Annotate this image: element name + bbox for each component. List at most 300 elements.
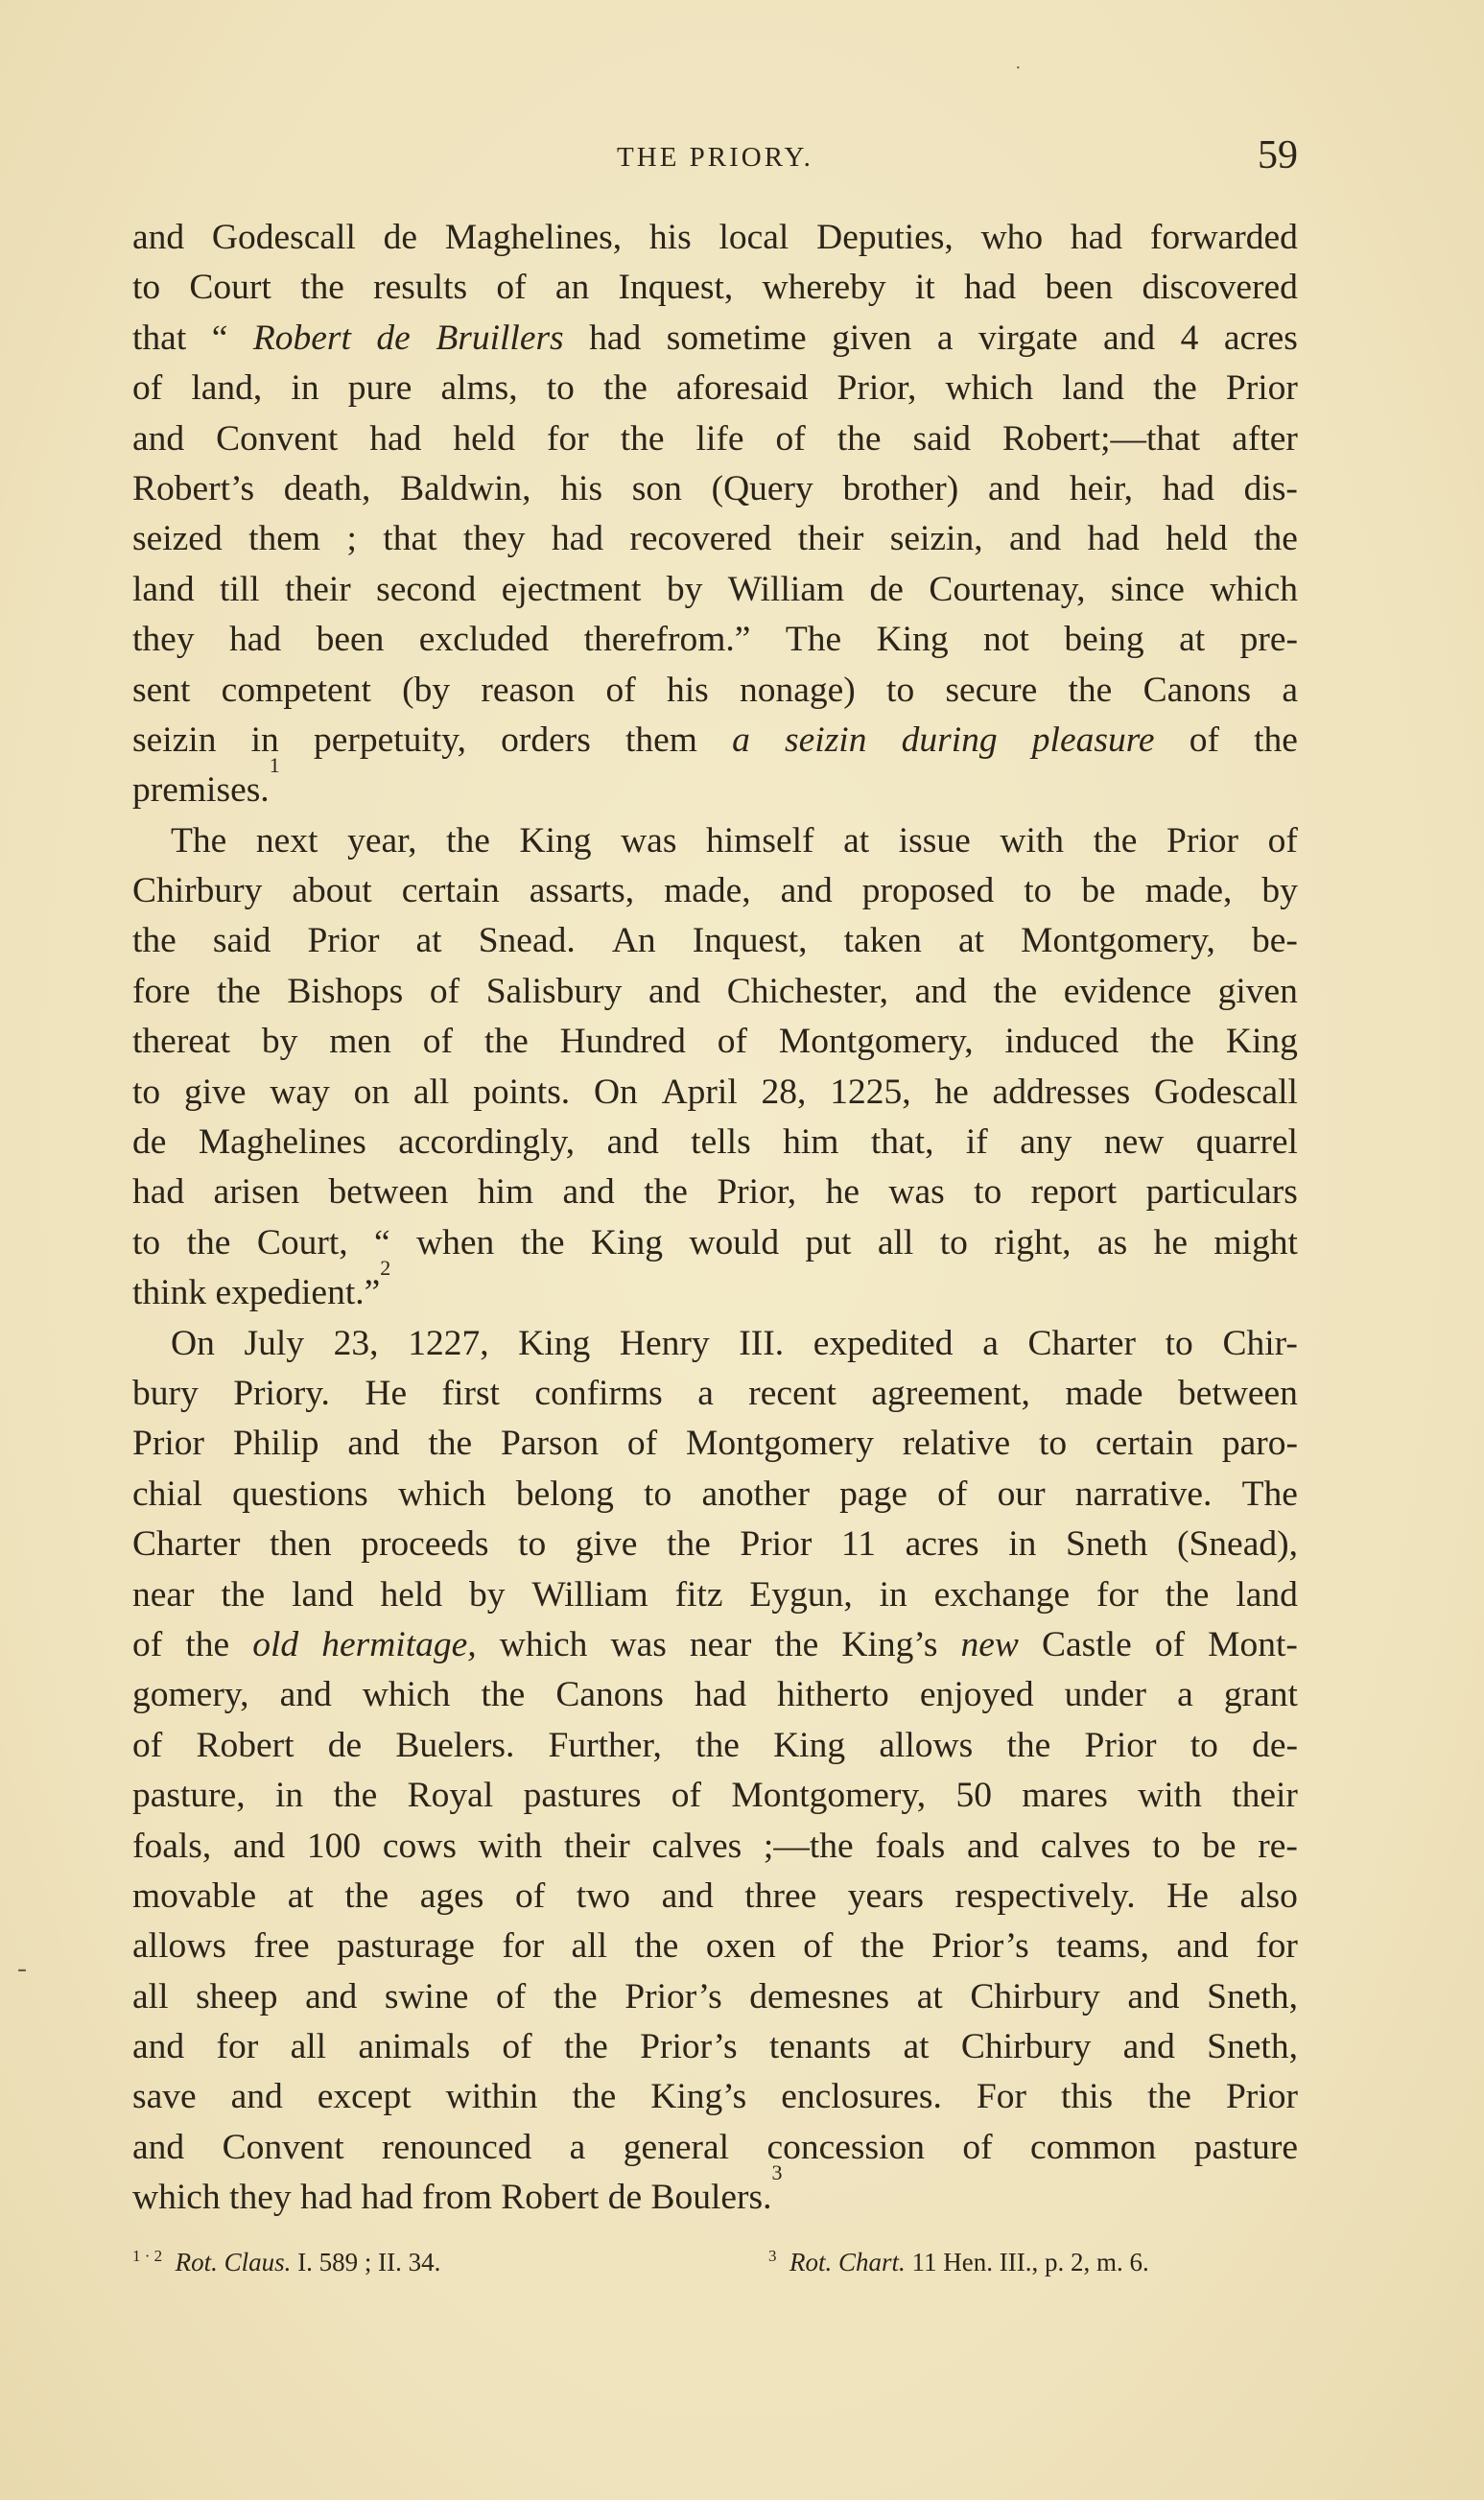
word: William [531,1574,648,1615]
word: to [974,1172,1002,1213]
word: the [603,368,648,409]
word: and [230,2077,283,2117]
word: Canons [555,1675,664,1715]
word: King [1225,1022,1298,1062]
word: concession [766,2127,925,2167]
word: to [132,1072,161,1112]
word: Prior’s [624,1976,722,2017]
word: and [914,971,967,1011]
word: Sneth, [1207,1976,1298,2017]
word: to [1165,1323,1193,1363]
word: to [1038,1424,1068,1464]
word: to [1152,1826,1181,1866]
text-line [132,2022,1298,2072]
word: the [774,1624,819,1664]
text-line [132,263,1298,313]
word: On [171,1323,215,1363]
word: be [1081,871,1116,911]
word: to [644,1474,672,1514]
word: on [353,1072,390,1112]
word: Court [189,268,271,308]
word: accordingly, [398,1122,576,1163]
word: of [132,368,163,409]
word: Priory. [233,1373,330,1413]
word: the [185,1624,230,1664]
word: land, [191,368,263,409]
word: under [1064,1675,1147,1715]
word: grant [1223,1675,1298,1715]
word: Chichester, [726,971,888,1011]
word: (by [402,670,451,710]
word: be [1202,1826,1237,1866]
word: Eygun, [749,1574,853,1615]
word: tells [691,1122,751,1163]
footnote-ref: 2 [380,1256,391,1281]
word: at [916,1976,943,2017]
word: their [285,569,351,609]
word: held [453,418,515,459]
word: the [520,1222,565,1262]
line-text: premises. [132,770,270,811]
word: and [661,1875,714,1916]
line-text: think expedient.” [132,1273,381,1313]
word: fore [132,971,191,1011]
word: at [415,921,442,961]
word: He [1166,1875,1209,1916]
word: which [362,1675,451,1715]
word: pastures [523,1776,642,1816]
word: give [183,1072,247,1112]
word: they [462,519,526,559]
word: at [1179,620,1206,660]
word: the [428,1424,473,1464]
word: Sneth, [1207,2027,1298,2067]
word: pasture, [132,1776,246,1816]
word: in [879,1574,907,1615]
word: pleasure [1031,719,1155,760]
word: Godescall [211,218,356,257]
word: a [569,2127,586,2167]
word: the [563,2027,608,2067]
word: An [611,921,656,961]
word: of [132,1725,163,1765]
word: his [648,218,692,257]
word: since [1110,569,1185,609]
word: de [132,1122,167,1163]
word: Chirbury [132,871,263,911]
word: made [1065,1373,1143,1413]
text-line [132,1822,1298,1872]
word: as [1096,1222,1128,1262]
word: that, [870,1122,934,1163]
word: free [253,1926,310,1967]
word: men [329,1022,391,1062]
word: whereby [762,268,886,308]
word: in [250,719,279,760]
word: Robert [196,1725,294,1765]
word: Prior [132,1424,204,1464]
word: the [1165,1574,1210,1615]
word: the [836,418,882,459]
word: Prior’s [931,1926,1029,1967]
word: for [546,418,589,459]
word: the [644,1172,688,1213]
running-head: THE PRIORY. [617,142,813,173]
word: movable [132,1875,257,1916]
text-line [132,967,1298,1017]
word: particulars [1145,1172,1298,1213]
text-line [132,1167,1298,1217]
word: to [132,1222,161,1262]
word: when [416,1222,495,1262]
word: fitz [674,1574,723,1615]
word: by [261,1022,298,1062]
word: discovered [1142,268,1298,308]
page-number: 59 [1258,133,1298,177]
word: paro- [1221,1424,1298,1464]
word: King’s [650,2077,747,2117]
word: Montgomery, [778,1022,974,1062]
word: teams, [1056,1926,1150,1967]
word: chial [132,1474,202,1514]
word: at [957,921,985,961]
word: for [502,1926,545,1967]
word: Bishops [287,971,404,1011]
word: that [132,318,187,358]
word: de- [1252,1725,1298,1765]
word: after [1232,418,1298,459]
word: recovered [629,519,772,559]
word: dis- [1243,468,1298,508]
word: the [216,971,261,1011]
word: Royal [407,1776,494,1816]
word: was [610,1624,667,1664]
word: of [671,1776,702,1816]
word: Robert;—that [1002,418,1201,459]
word: a [697,1373,714,1413]
word: had [229,620,282,660]
text-line [132,514,1298,564]
word: Prior [1084,1725,1157,1765]
word: proceeds [361,1524,489,1565]
word: to [546,368,575,409]
text-line [132,716,1298,766]
word: not [983,620,1029,660]
word: On [593,1072,638,1112]
word: Godescall [1154,1072,1298,1112]
word: Maghelines [198,1122,366,1163]
word: the [572,2077,617,2117]
word: and [233,1826,286,1866]
margin-dash-mark: - [17,1952,27,1984]
word: issue [898,820,971,861]
word: of [496,268,527,308]
word: and [132,2027,185,2067]
word: ejectment [501,569,642,609]
word: evidence [1063,971,1191,1011]
word: 11 [840,1524,877,1565]
word: bury [132,1373,199,1413]
word: and [347,1424,400,1464]
word: heir, [1069,468,1134,508]
word: second [376,569,477,609]
word: the [132,921,177,961]
word: Chir- [1222,1323,1298,1363]
word: the [1068,670,1113,710]
word: he [825,1172,860,1213]
word: of [1189,719,1219,760]
word: addresses [992,1072,1131,1112]
word: our [997,1474,1046,1514]
word: the [634,1926,679,1967]
word: King [518,1323,591,1363]
word: to [1024,871,1052,911]
word: of [775,418,806,459]
word: Prior [307,921,380,961]
word: all [412,1072,450,1112]
word: the [1150,1022,1194,1062]
word: de [869,569,904,609]
word: respectively. [954,1875,1136,1916]
word: during [901,719,998,760]
word: three [744,1875,817,1916]
word: held [1166,519,1228,559]
text-line [132,916,1298,966]
word: sheep [196,1976,278,2017]
word: Prior, [836,368,917,409]
word: foals [875,1826,946,1866]
word: them [248,519,321,559]
word: year, [347,820,417,861]
word: enjoyed [919,1675,1034,1715]
word: Prior’s [640,2027,738,2067]
word: proposed [861,871,995,911]
word: Salisbury [485,971,623,1011]
word: near [132,1574,195,1615]
word: King [519,820,592,861]
word: perpetuity, [313,719,466,760]
word: he [1153,1222,1188,1262]
word: April [661,1072,738,1112]
word: belong [515,1474,614,1514]
word: general [623,2127,730,2167]
word: Prior [740,1524,813,1565]
word: said [212,921,271,961]
word: of [605,670,636,710]
word: Bruillers [436,318,564,358]
word: and [1176,1926,1229,1967]
word: all [290,2027,327,2067]
word: Convent [222,2127,344,2167]
word: de [383,218,418,257]
word: Montgomery, [731,1776,927,1816]
word: Buelers. [395,1725,515,1765]
word: then [270,1524,332,1565]
word: William [727,569,845,609]
word: Prior, [717,1172,797,1213]
word: any [1020,1122,1072,1163]
text-line [132,1570,1298,1620]
word: The [1241,1474,1298,1514]
word: acres [1223,318,1298,358]
word: quarrel [1195,1122,1298,1163]
word: and [966,1826,1020,1866]
text-line [132,565,1298,615]
word: 1227, [408,1323,489,1363]
word: pasturage [337,1926,475,1967]
print-speck: · [1015,58,1022,79]
word: and [132,218,185,257]
word: Montgomery [686,1424,874,1464]
word: 50 [955,1776,992,1816]
word: also [1239,1875,1298,1916]
word: all [877,1222,914,1262]
word: and [1102,318,1156,358]
word: Inquest, [618,268,734,308]
word: land [1236,1574,1298,1615]
word: and [1122,2027,1175,2067]
text-line [132,2123,1298,2173]
word: the [333,1776,378,1816]
text-line [132,1922,1298,1971]
word: King [876,620,949,660]
word: and [132,2127,185,2167]
word: of [962,2127,993,2167]
word: an [554,268,590,308]
word: and [648,971,701,1011]
word: to [886,670,915,710]
word: brother) [842,468,959,508]
word: between [328,1172,449,1213]
word: Charter [1027,1323,1136,1363]
word: about [292,871,372,911]
word: new [960,1624,1019,1664]
word: agreement, [871,1373,1030,1413]
word: given [1217,971,1298,1011]
word: Hundred [559,1022,686,1062]
word: aforesaid [675,368,809,409]
word: death, [283,468,371,508]
word: them [624,719,697,760]
word: de [327,1725,363,1765]
word: of [429,971,460,1011]
text-line [132,615,1298,665]
word: with [478,1826,543,1866]
word: gomery, [132,1675,249,1715]
word: acres [905,1524,979,1565]
word: sent [132,670,191,710]
word: had [589,318,642,358]
text-line [132,1017,1298,1067]
word: and [988,468,1041,508]
word: Montgomery, [1021,921,1215,961]
word: their [1232,1776,1298,1816]
word: Charter [132,1524,241,1565]
word: King [773,1725,846,1765]
text-line [132,414,1298,464]
text-line [132,1068,1298,1118]
text-line [132,2072,1298,2122]
word: He [365,1373,408,1413]
word: the [481,1675,526,1715]
word: orders [501,719,591,760]
word: hermitage, [321,1624,477,1664]
word: this [1060,2077,1114,2117]
text-line [132,1419,1298,1469]
word: for [1256,1926,1298,1967]
word: therefrom.” [583,620,751,660]
text-line [132,1872,1298,1922]
word: was [621,820,677,861]
word: page [839,1474,907,1514]
word: land [1062,368,1124,409]
word: land [292,1574,354,1615]
word: points. [473,1072,571,1112]
word: save [132,2077,197,2117]
line-text: which they had had from Robert de Boulers. [132,2178,772,2218]
word: Inquest, [692,921,808,961]
word: son [631,468,682,508]
word: local [718,218,789,257]
word: re- [1258,1826,1298,1866]
word: seized [132,519,223,559]
word: cows [382,1826,457,1866]
word: (Snead), [1176,1524,1298,1565]
word: which [397,1474,486,1514]
word: King’s [841,1624,938,1664]
word: confirms [534,1373,663,1413]
word: by [468,1574,506,1615]
word: arisen [213,1172,300,1213]
word: Prior [1225,368,1298,409]
word: the [666,1524,711,1565]
word: July [244,1323,305,1363]
word: 100 [306,1826,362,1866]
word: near [689,1624,752,1664]
text-line [132,1520,1298,1569]
text-line [132,1470,1298,1520]
text-line [132,1771,1298,1821]
word: the [553,1976,598,2017]
word: of [717,1022,747,1062]
word: given [832,318,912,358]
text-line [132,1218,1298,1268]
word: their [564,1826,630,1866]
word: Canons [1142,670,1252,710]
word: certain [1095,1424,1193,1464]
word: him [477,1172,534,1213]
word: his [560,468,603,508]
word: tenants [768,2027,872,2067]
word: III. [739,1323,785,1363]
word: at [903,2027,930,2067]
word: a [1177,1675,1193,1715]
word: of [514,1875,546,1916]
word: which [499,1624,588,1664]
word: Chirbury [970,1976,1100,2017]
word: narrative. [1074,1474,1213,1514]
word: “ [211,318,228,358]
word: their [797,519,864,559]
word: For [976,2077,1026,2117]
word: the [221,1574,266,1615]
word: Parson [500,1424,600,1464]
word: ; [346,519,357,559]
word: renounced [382,2127,532,2167]
footnote-text: I. 589 ; II. 34. [291,2248,441,2276]
text-line [132,816,1298,866]
word: secure [945,670,1038,710]
